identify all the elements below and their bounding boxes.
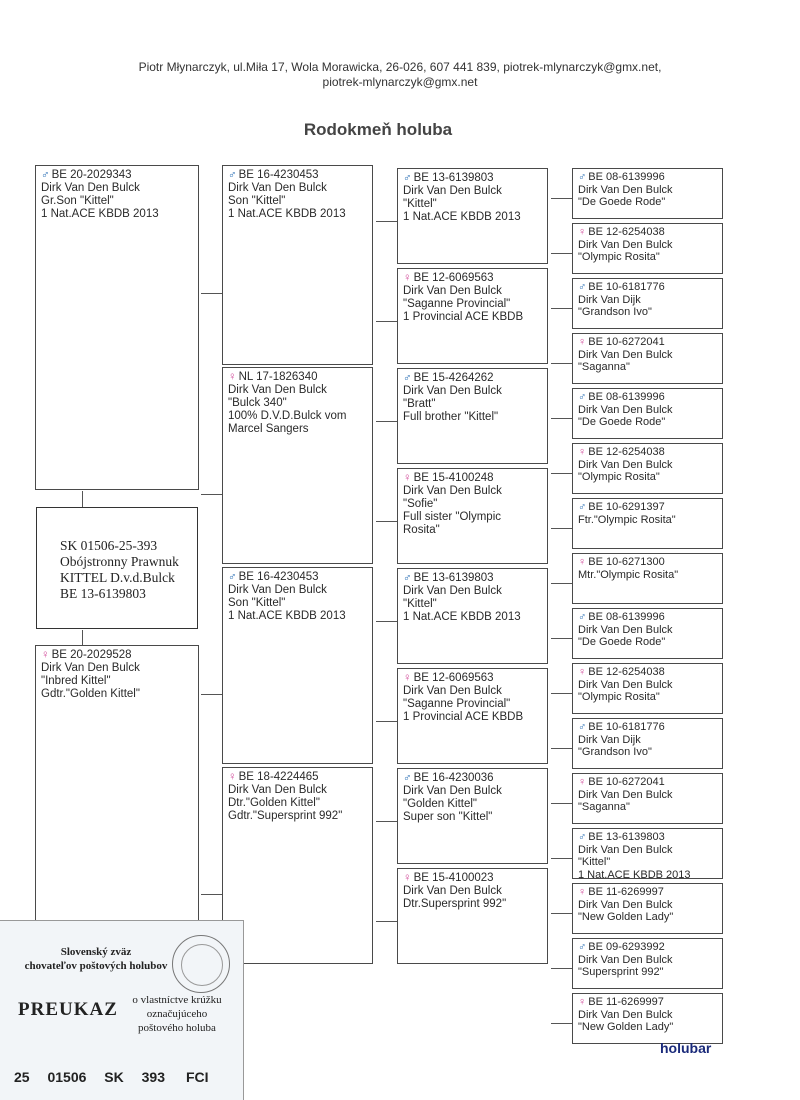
ring-number: ♂ BE 08-6139996	[578, 171, 665, 183]
connector-line	[551, 858, 572, 859]
connector-line	[551, 363, 572, 364]
page-title: Rodokmeň holuba	[303, 120, 453, 139]
pedigree-box-col4-1	[572, 223, 723, 274]
card-preukaz: PREUKAZ	[18, 999, 118, 1020]
pedigree-text-line: "De Goede Rode"	[578, 416, 666, 428]
pedigree-text-line: Gr.Son "Kittel"	[41, 195, 114, 207]
pedigree-box-col3-0	[397, 168, 548, 264]
female-symbol-icon: ♀	[578, 556, 587, 568]
pedigree-text-line: Super son "Kittel"	[403, 811, 493, 823]
pedigree-box-col4-10	[572, 718, 723, 769]
ring-number: ♀ BE 12-6069563	[403, 672, 494, 684]
pedigree-text-line: Dirk Van Den Bulck	[403, 585, 502, 597]
pedigree-box-col4-5	[572, 443, 723, 494]
ring-number: ♀ BE 12-6254038	[578, 446, 665, 458]
seal-icon	[172, 935, 230, 993]
pedigree-text-line: "Bulck 340"	[228, 397, 287, 409]
ring-number: ♂ BE 13-6139803	[578, 831, 665, 843]
subject-line: KITTEL D.v.d.Bulck	[60, 570, 175, 585]
pedigree-box-col2-2	[222, 567, 373, 764]
pedigree-text-line: Son "Kittel"	[228, 195, 286, 207]
connector-line	[551, 693, 572, 694]
subject-desc: Obójstronny Prawnuk	[60, 554, 179, 569]
pedigree-text-line: "De Goede Rode"	[578, 636, 666, 648]
connector-line	[551, 913, 572, 914]
pedigree-text-line: Mtr."Olympic Rosita"	[578, 568, 679, 581]
male-symbol-icon: ♂	[578, 171, 587, 183]
ring-number: ♀ BE 12-6069563	[403, 272, 494, 284]
pedigree-text-line: "Olympic Rosita"	[578, 251, 660, 263]
pedigree-box-col3-4	[397, 568, 548, 664]
male-symbol-icon: ♂	[403, 772, 412, 784]
ring-number: ♂ BE 08-6139996	[578, 391, 665, 403]
male-symbol-icon: ♂	[578, 501, 587, 513]
pedigree-text-line: Dirk Van Den Bulck	[578, 238, 673, 251]
pedigree-box-col4-7	[572, 553, 723, 604]
card-ring-club: 01506	[47, 1069, 87, 1085]
ring-number: ♂ BE 15-4264262	[403, 372, 494, 384]
subject-sire-ring: BE 13-6139803	[60, 586, 146, 601]
pedigree-text-line: Full sister "Olympic	[403, 511, 502, 523]
pedigree-text-line: Full brother "Kittel"	[403, 411, 499, 423]
pedigree-text-line: "Grandson Ivo"	[578, 306, 652, 318]
pedigree-box-col4-8	[572, 608, 723, 659]
pedigree-text-line: Dirk Van Den Bulck	[578, 898, 673, 911]
connector-line	[551, 638, 572, 639]
pedigree-text-line: 1 Nat.ACE KBDB 2013	[403, 611, 521, 623]
pedigree-text-line: "De Goede Rode"	[578, 196, 666, 208]
female-symbol-icon: ♀	[403, 272, 412, 284]
pedigree-text-line: "Kittel"	[578, 856, 611, 868]
pedigree-box-col4-6	[572, 498, 723, 549]
pedigree-text-line: "Kittel"	[403, 198, 437, 210]
ring-number: ♂ BE 10-6181776	[578, 281, 665, 293]
pedigree-text-line: Dirk Van Den Bulck	[403, 185, 502, 197]
card-desc-line-3: poštového holuba	[138, 1022, 216, 1034]
ring-number: ♂ BE 13-6139803	[403, 172, 494, 184]
pedigree-box-col4-14	[572, 938, 723, 989]
female-symbol-icon: ♀	[578, 666, 587, 678]
pedigree-text-line: "Golden Kittel"	[403, 798, 478, 810]
ring-number: ♂ BE 10-6181776	[578, 721, 665, 733]
card-ring-year: 25	[14, 1069, 30, 1085]
male-symbol-icon: ♂	[41, 169, 50, 181]
pedigree-text-line: Dirk Van Den Bulck	[578, 788, 673, 801]
connector-line	[551, 418, 572, 419]
female-symbol-icon: ♀	[228, 771, 237, 783]
connector-line	[82, 630, 83, 645]
pedigree-text-line: Dirk Van Den Bulck	[41, 182, 140, 194]
pedigree-box-col3-7	[397, 868, 548, 964]
ring-number: ♀ BE 18-4224465	[228, 771, 319, 783]
pedigree-text-line: "Supersprint 992"	[578, 966, 664, 978]
ring-number: ♂ BE 13-6139803	[403, 572, 494, 584]
connector-line	[551, 253, 572, 254]
connector-line	[376, 221, 397, 222]
ring-number: ♂ BE 10-6291397	[578, 501, 665, 513]
pedigree-text-line: Dirk Van Dijk	[578, 293, 641, 306]
pedigree-box-col4-15	[572, 993, 723, 1044]
pedigree-box-col3-1	[397, 268, 548, 364]
pedigree-text-line: "New Golden Lady"	[578, 911, 674, 923]
pedigree-text-line: "Bratt"	[403, 398, 436, 410]
pedigree-text-line: Son "Kittel"	[228, 597, 286, 609]
pedigree-text-line: "Saganne Provincial"	[403, 698, 511, 710]
pedigree-text-line: Dirk Van Den Bulck	[41, 662, 140, 674]
connector-line	[376, 621, 397, 622]
pedigree-box-col4-4	[572, 388, 723, 439]
pedigree-box-col2-1	[222, 367, 373, 564]
card-ring-serial: 393	[141, 1069, 165, 1085]
male-symbol-icon: ♂	[578, 831, 587, 843]
pedigree-text-line: Marcel Sangers	[228, 423, 309, 435]
pedigree-text-line: "Olympic Rosita"	[578, 691, 660, 703]
pedigree-box-col2-3	[222, 767, 373, 964]
pedigree-text-line: Dirk Van Den Bulck	[403, 785, 502, 797]
female-symbol-icon: ♀	[228, 371, 237, 383]
breeder-contact-header	[60, 60, 740, 90]
header-line-1: Piotr Młynarczyk, ul.Miła 17, Wola Morawicka, 26-026, 607 441 839, piotrek-mlynarczyk@gmx.net,	[138, 60, 662, 74]
ring-number: ♂ BE 16-4230453	[228, 169, 319, 181]
connector-line	[551, 198, 572, 199]
male-symbol-icon: ♂	[403, 372, 412, 384]
ring-number: ♀ BE 10-6271300	[578, 556, 665, 568]
pedigree-text-line: Ftr."Olympic Rosita"	[578, 513, 676, 526]
ring-number: ♀ BE 15-4100023	[403, 872, 494, 884]
pedigree-text-line: Dirk Van Dijk	[578, 733, 641, 746]
pedigree-text-line: "Saganna"	[578, 361, 630, 373]
pedigree-text-line: Dirk Van Den Bulck	[228, 182, 327, 194]
card-ring-country: SK	[104, 1069, 124, 1085]
pedigree-box-col4-13	[572, 883, 723, 934]
male-symbol-icon: ♂	[578, 721, 587, 733]
pedigree-text-line: 1 Nat.ACE KBDB 2013	[228, 610, 346, 622]
ring-number: ♂ BE 16-4230036	[403, 772, 494, 784]
pedigree-text-line: 1 Nat.ACE KBDB 2013	[228, 208, 346, 220]
ring-number: ♀ BE 15-4100248	[403, 472, 494, 484]
female-symbol-icon: ♀	[578, 336, 587, 348]
ring-number: ♂ BE 08-6139996	[578, 611, 665, 623]
male-symbol-icon: ♂	[578, 941, 587, 953]
female-symbol-icon: ♀	[578, 446, 587, 458]
subject-pigeon-box	[36, 507, 198, 629]
pedigree-text-line: Dirk Van Den Bulck	[403, 285, 502, 297]
connector-line	[376, 421, 397, 422]
ring-number: ♀ BE 12-6254038	[578, 666, 665, 678]
connector-line	[376, 721, 397, 722]
male-symbol-icon: ♂	[228, 169, 237, 181]
pedigree-box-col4-11	[572, 773, 723, 824]
pedigree-text-line: Gdtr."Golden Kittel"	[41, 688, 140, 700]
female-symbol-icon: ♀	[41, 649, 50, 661]
connector-line	[201, 894, 222, 895]
pedigree-text-line: "Inbred Kittel"	[41, 675, 111, 687]
connector-line	[551, 583, 572, 584]
pedigree-text-line: Dirk Van Den Bulck	[578, 183, 673, 196]
pedigree-text-line: Dirk Van Den Bulck	[403, 685, 502, 697]
pedigree-text-line: "Saganna"	[578, 801, 630, 813]
card-desc-line-2: označujúceho	[146, 1008, 208, 1020]
pedigree-text-line: "Saganne Provincial"	[403, 298, 511, 310]
ring-number: ♂ BE 16-4230453	[228, 571, 319, 583]
pedigree-text-line: "Olympic Rosita"	[578, 471, 660, 483]
pedigree-box-col4-2	[572, 278, 723, 329]
connector-line	[551, 748, 572, 749]
female-symbol-icon: ♀	[578, 226, 587, 238]
pedigree-box-col3-6	[397, 768, 548, 864]
male-symbol-icon: ♂	[403, 572, 412, 584]
pedigree-text-line: "Sofie"	[403, 498, 438, 510]
pedigree-text-line: Dirk Van Den Bulck	[578, 1008, 673, 1021]
pedigree-box-col3-2	[397, 368, 548, 464]
connector-line	[201, 293, 222, 294]
pedigree-text-line: Dirk Van Den Bulck	[578, 348, 673, 361]
female-symbol-icon: ♀	[578, 996, 587, 1008]
ring-number: ♀ NL 17-1826340	[228, 371, 318, 383]
male-symbol-icon: ♂	[578, 611, 587, 623]
pedigree-text-line: 100% D.V.D.Bulck vom	[228, 410, 347, 422]
female-symbol-icon: ♀	[403, 472, 412, 484]
connector-line	[551, 473, 572, 474]
pedigree-box-col2-0	[222, 165, 373, 365]
connector-line	[551, 308, 572, 309]
connector-line	[82, 491, 83, 507]
connector-line	[551, 528, 572, 529]
connector-line	[376, 321, 397, 322]
card-org-line-2: chovateľov poštových holubov	[24, 960, 168, 972]
ring-number: ♂ BE 20-2029343	[41, 169, 132, 181]
pedigree-text-line: Dirk Van Den Bulck	[578, 623, 673, 636]
ring-number: ♀ BE 20-2029528	[41, 649, 132, 661]
pedigree-text-line: 1 Provincial ACE KBDB	[403, 311, 524, 323]
pedigree-text-line: Dirk Van Den Bulck	[578, 403, 673, 416]
male-symbol-icon: ♂	[578, 281, 587, 293]
pedigree-text-line: Dirk Van Den Bulck	[228, 384, 327, 396]
pedigree-text-line: Rosita"	[403, 524, 440, 536]
card-organization	[16, 945, 176, 973]
pedigree-box-col4-3	[572, 333, 723, 384]
female-symbol-icon: ♀	[403, 872, 412, 884]
pedigree-box-col4-9	[572, 663, 723, 714]
female-symbol-icon: ♀	[403, 672, 412, 684]
card-org-line-1: Slovenský zväz	[60, 946, 132, 958]
pedigree-text-line: Dtr."Golden Kittel"	[228, 797, 320, 809]
pedigree-text-line: 1 Nat.ACE KBDB 2013	[578, 868, 691, 879]
pedigree-text-line: "Grandson Ivo"	[578, 746, 652, 758]
connector-line	[551, 803, 572, 804]
pedigree-text-line: Dirk Van Den Bulck	[578, 843, 673, 856]
ring-number: ♂ BE 09-6293992	[578, 941, 665, 953]
pedigree-box-col1-1	[35, 645, 199, 925]
ring-number: ♀ BE 11-6269997	[578, 886, 664, 898]
pedigree-text-line: 1 Nat.ACE KBDB 2013	[41, 208, 159, 220]
ring-number: ♀ BE 10-6272041	[578, 776, 665, 788]
pedigree-text-line: Dtr.Supersprint 992"	[403, 898, 507, 910]
pedigree-text-line: Dirk Van Den Bulck	[403, 885, 502, 897]
male-symbol-icon: ♂	[403, 172, 412, 184]
female-symbol-icon: ♀	[578, 776, 587, 788]
header-line-2: piotrek-mlynarczyk@gmx.net	[322, 75, 478, 89]
connector-line	[376, 521, 397, 522]
connector-line	[551, 1023, 572, 1024]
pedigree-text-line: Gdtr."Supersprint 992"	[228, 810, 343, 822]
pedigree-box-col3-3	[397, 468, 548, 564]
connector-line	[376, 821, 397, 822]
card-description	[118, 993, 236, 1035]
subject-ring: SK 01506-25-393	[60, 538, 158, 553]
connector-line	[376, 921, 397, 922]
pedigree-text-line: Dirk Van Den Bulck	[403, 485, 502, 497]
ring-number: ♀ BE 12-6254038	[578, 226, 665, 238]
pedigree-box-col1-0	[35, 165, 199, 490]
ownership-card	[0, 920, 244, 1100]
female-symbol-icon: ♀	[578, 886, 587, 898]
pedigree-box-col3-5	[397, 668, 548, 764]
pedigree-text-line: 1 Provincial ACE KBDB	[403, 711, 524, 723]
card-desc-line-1: o vlastníctve krúžku	[132, 994, 222, 1006]
card-fci: FCI	[186, 1069, 209, 1085]
male-symbol-icon: ♂	[228, 571, 237, 583]
pedigree-box-col4-0	[572, 168, 723, 219]
card-ring-number	[14, 1069, 179, 1085]
pedigree-text-line: Dirk Van Den Bulck	[403, 385, 502, 397]
ring-number: ♀ BE 11-6269997	[578, 996, 664, 1008]
connector-line	[201, 694, 222, 695]
pedigree-box-col4-12	[572, 828, 723, 879]
watermark-text: holubar	[660, 1040, 712, 1056]
male-symbol-icon: ♂	[578, 391, 587, 403]
ring-number: ♀ BE 10-6272041	[578, 336, 665, 348]
pedigree-text-line: 1 Nat.ACE KBDB 2013	[403, 211, 521, 223]
pedigree-text-line: Dirk Van Den Bulck	[578, 678, 673, 691]
connector-line	[201, 494, 222, 495]
pedigree-text-line: "Kittel"	[403, 598, 437, 610]
pedigree-text-line: Dirk Van Den Bulck	[578, 953, 673, 966]
pedigree-text-line: Dirk Van Den Bulck	[228, 584, 327, 596]
pedigree-text-line: "New Golden Lаdy"	[578, 1021, 674, 1033]
pedigree-text-line: Dirk Van Den Bulck	[228, 784, 327, 796]
pedigree-text-line: Dirk Van Den Bulck	[578, 458, 673, 471]
connector-line	[551, 968, 572, 969]
